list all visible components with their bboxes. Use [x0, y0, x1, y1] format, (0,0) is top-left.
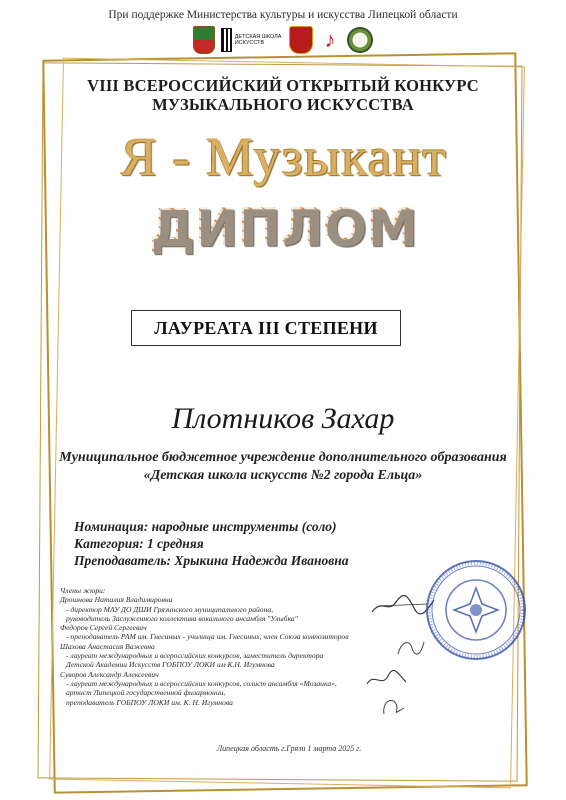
- round-seal-logo-icon: [347, 27, 373, 53]
- place-date: [0, 744, 566, 753]
- contest-line-2: МУЗЫКАЛЬНОГО ИСКУССТВА: [152, 95, 414, 114]
- place-date-text: Липецкая область г.Грязи 1 марта 2025 г.: [216, 744, 362, 753]
- nomination: Номинация: народные инструменты (соло): [74, 519, 337, 534]
- category: Категория: 1 средняя: [74, 536, 204, 551]
- jury-line: Дрошнова Наталия Владимировна: [60, 595, 173, 605]
- support-line: При поддержке Министерства культуры и искусства Липецкой области: [108, 9, 458, 21]
- logos-row: [193, 26, 373, 54]
- signature-2-icon: [394, 636, 428, 660]
- official-stamp-icon: [424, 558, 528, 662]
- jury-line: - директор МАУ ДО ДШИ Грязинского муниципального района,: [66, 604, 274, 614]
- city-crest-icon: [289, 26, 313, 54]
- institution-block: [0, 449, 566, 485]
- jury-line: Суворов Александр Алексеевич: [60, 669, 159, 679]
- diploma-word: [0, 196, 566, 258]
- teacher: Преподаватель: Хрыкина Надежда Ивановна: [74, 553, 349, 568]
- jury-line: Шахова Анастасия Важевна: [60, 641, 155, 651]
- jury-line: - лауреат международных и всероссийских конкурсов, солист ансамбля «Мозаика»,: [66, 678, 337, 688]
- school-logo-icon: [221, 27, 283, 53]
- contest-heading: [0, 76, 566, 114]
- school-logo-text: ДЕТСКАЯ ШКОЛА ИСКУССТВ: [234, 34, 282, 46]
- jury-line: руководитель Заслуженного коллектива вокального ансамбля "Улыбка": [66, 613, 298, 623]
- piano-keys-icon: [221, 28, 232, 52]
- lyre-logo-icon: ♪: [324, 27, 336, 52]
- contest-title: [0, 124, 566, 188]
- jury-line: преподаватель ГОБПОУ ЛОКИ им. К. Н. Игумнова: [66, 697, 233, 707]
- institution-line-1: Муниципальное бюджетное учреждение дополнительного образования: [59, 450, 507, 465]
- signature-4-icon: [378, 694, 410, 720]
- laureate-degree-box: [131, 310, 401, 346]
- jury-heading: Члены жюри:: [60, 586, 106, 595]
- laureate-degree-text: ЛАУРЕАТА III СТЕПЕНИ: [154, 317, 378, 338]
- jury-line: Детской Академии Искусств ГОБПОУ ЛОКИ им К.Н. Игумнова: [66, 660, 275, 670]
- institution-line-2: «Детская школа искусств №2 города Ельца»: [143, 468, 423, 483]
- jury-line: Федоров Сергей Сергеевич: [60, 623, 147, 633]
- jury-line: - преподаватель РАМ им. Гнесиных - училища им. Гнесиных, член Союза композиторов: [66, 632, 349, 642]
- contest-line-1: VIII ВСЕРОССИЙСКИЙ ОТКРЫТЫЙ КОНКУРС: [87, 76, 479, 95]
- contest-title-text: Я - Музыкант: [119, 126, 447, 186]
- recipient-name: Плотников Захар: [171, 402, 395, 435]
- jury-line: артист Липецкой государственной филармонии,: [66, 688, 226, 698]
- diploma-word-text: ДИПЛОМ: [148, 198, 417, 256]
- regional-emblem-icon: [193, 26, 215, 54]
- jury-line: - лауреат международных и всероссийских конкурсов, заместитель директора: [66, 651, 324, 661]
- signature-3-icon: [364, 668, 410, 692]
